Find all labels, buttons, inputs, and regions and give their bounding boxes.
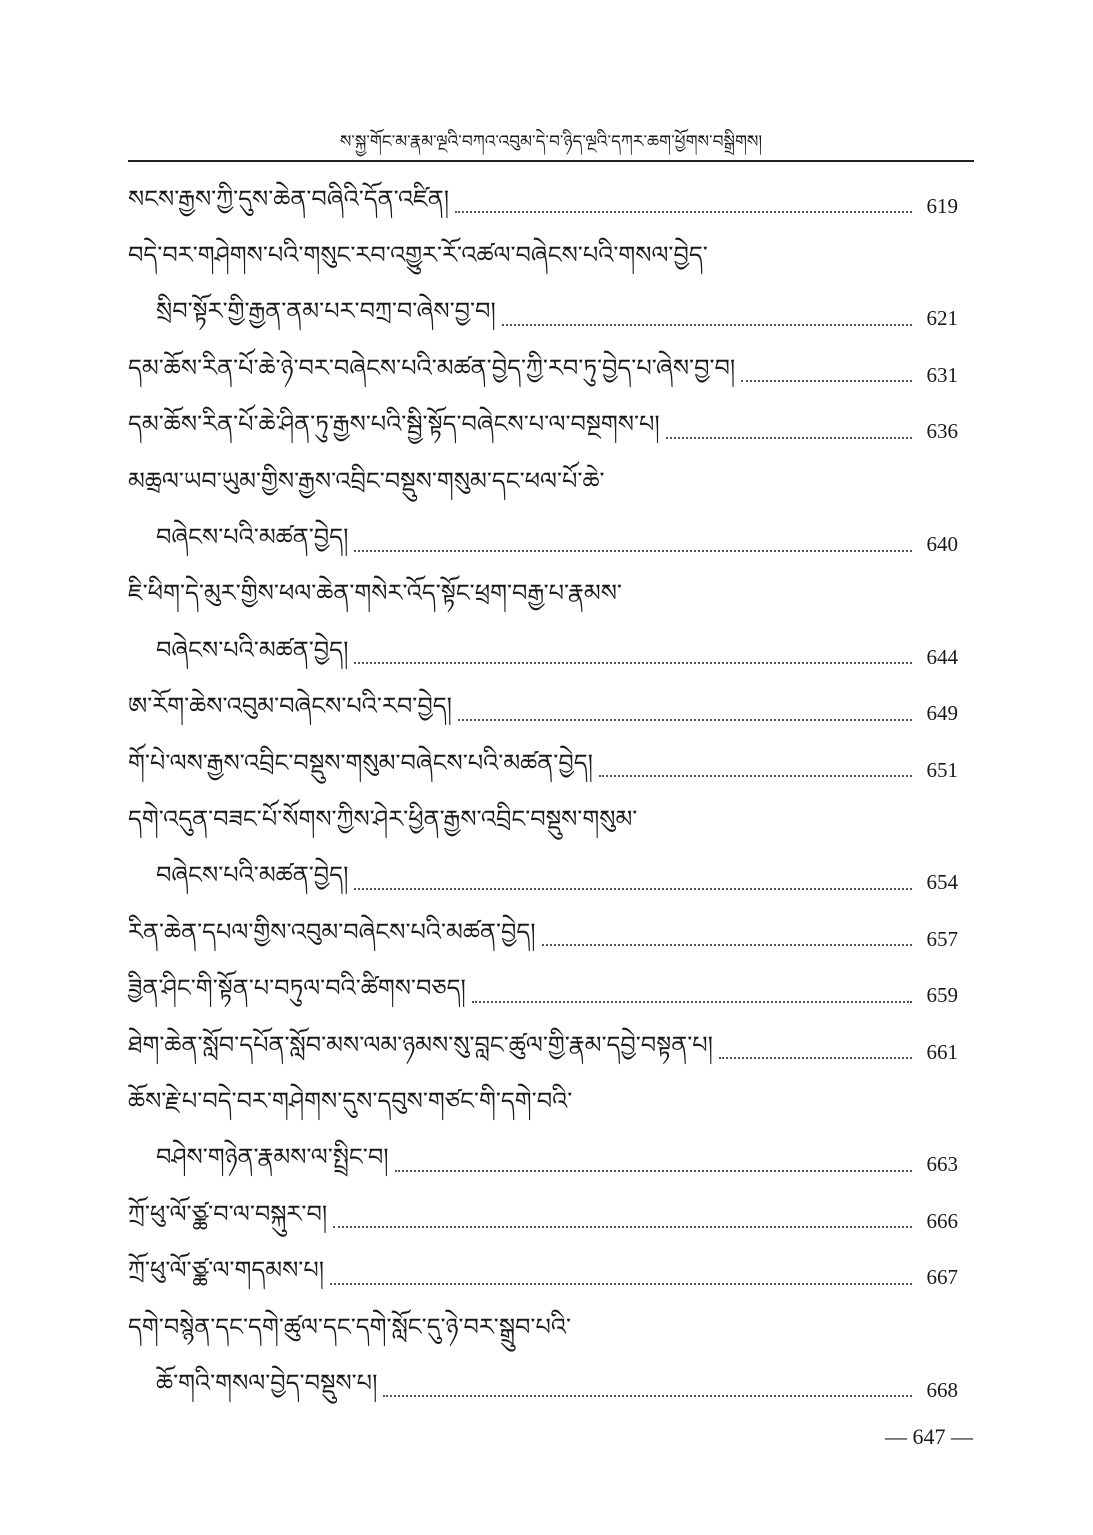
toc-entry-line (128, 460, 958, 516)
toc-entry-line (128, 1193, 958, 1249)
toc-page-number: 640 (926, 532, 958, 557)
toc-entry-line (128, 967, 958, 1023)
toc-entry-title: ཇི་ཕིག་དེ་མུར་གྱིས་ཕལ་ཆེན་གསེར་འོད་སྟོང་ཕྲག་བརྒྱ་པ་རྣམས་ (128, 579, 622, 608)
toc-entry-line (128, 1080, 958, 1136)
page-number: — 647 — (885, 1424, 973, 1449)
toc-entry-title: གོ་པེ་ལས་རྒྱས་འབྲིང་བསྡུས་གསུམ་བཞེངས་པའི་མཚན་བྱེད། (128, 748, 593, 777)
toc-entry-line (128, 234, 958, 290)
toc-entry-title: བཤེས་གཉེན་རྣམས་ལ་སྤྲིང་བ། (156, 1143, 389, 1172)
toc-page-number: 654 (926, 870, 958, 895)
toc-entry-line (128, 516, 958, 572)
toc-page-number: 619 (926, 193, 958, 218)
toc-entry-line (128, 1137, 958, 1193)
dot-leader (666, 437, 912, 439)
dot-leader (395, 1170, 912, 1172)
dot-leader (741, 380, 912, 382)
toc-page-number: 651 (926, 757, 958, 782)
toc-page-number: 644 (926, 644, 958, 669)
toc-entry-title: ཆོ་གའི་གསལ་བྱེད་བསྡུས་པ། (156, 1368, 378, 1397)
dot-leader (330, 1283, 912, 1285)
toc-entry-line (128, 404, 958, 460)
toc-page-number: 661 (926, 1039, 958, 1064)
toc-entry-line (128, 178, 958, 234)
dot-leader (599, 775, 912, 777)
toc-page-number: 621 (926, 306, 958, 331)
toc-entry-line (128, 573, 958, 629)
dot-leader (502, 324, 912, 326)
dot-leader (383, 1395, 912, 1397)
dot-leader (333, 1226, 912, 1228)
toc-entry-title: བཞེངས་པའི་མཚན་བྱེད། (156, 635, 349, 664)
running-head: ས་སྐྱ་གོང་མ་རྣམ་ལྔའི་བཀའ་འབུམ་དེ་བ་ཉིད་ལྔའི་དཀར་ཆག་ཕྱོགས་བསྒྲིགས། (339, 132, 763, 152)
dot-leader (455, 211, 912, 213)
toc-entry-title: དམ་ཆོས་རིན་པོ་ཆེ་ཤིན་ཏུ་རྒྱས་པའི་སྦྱི་སྟོད་བཞེངས་པ་ལ་བསྔགས་པ། (128, 410, 660, 439)
toc-entry-line (128, 855, 958, 911)
toc-entry-line (128, 911, 958, 967)
dot-leader (472, 1001, 912, 1003)
toc-entry-title: བཞེངས་པའི་མཚན་བྱེད། (156, 523, 349, 552)
toc-page-number: 649 (926, 701, 958, 726)
toc-entry-line (128, 1362, 958, 1418)
toc-entry-line (128, 347, 958, 403)
toc-entry-title: ཀྲོ་ཕུ་ལོ་ཙྪ་བ་ལ་བསྐུར་བ། (128, 1199, 328, 1228)
toc-entry-line (128, 742, 958, 798)
toc-entry-title: མཆྲལ་ཡབ་ཡུམ་གྱིས་རྒྱས་འབྲིང་བསྡུས་གསུམ་དང་ཕལ་པོ་ཆེ་ (128, 466, 605, 495)
toc-entry-title: བདེ་བར་གཤེགས་པའི་གསུང་རབ་འགྱུར་རོ་འཚལ་བཞེངས་པའི་གསལ་བྱེད་ (128, 241, 708, 270)
toc-entry-line (128, 1024, 958, 1080)
toc-entry-title: ཀྲོ་ཕུ་ལོ་ཙྪ་ལ་གདམས་པ། (128, 1256, 325, 1285)
toc-entry-title: དགེ་འདུན་བཟང་པོ་སོགས་ཀྱིས་ཤེར་ཕྱིན་རྒྱས་འབྲིང་བསྡུས་གསུམ་ (128, 805, 638, 833)
toc-entry-title: རིན་ཆེན་དཔལ་གྱིས་འབུམ་བཞེངས་པའི་མཚན་བྱེད། (128, 917, 536, 946)
toc-entry-title: ཨ་རོག་ཆེས་འབུམ་བཞེངས་པའི་རབ་བྱེད། (128, 692, 452, 721)
dot-leader (542, 944, 912, 946)
dot-leader (354, 550, 912, 552)
toc-page-number: 663 (926, 1152, 958, 1177)
toc-page-number: 659 (926, 983, 958, 1008)
dot-leader (354, 888, 912, 890)
dot-leader (354, 662, 912, 664)
toc-entry-title: ཐེག་ཆེན་སློབ་དཔོན་སློབ་མས་ལམ་ཉམས་སུ་བླང་ཚུལ་གྱི་རྣམ་དབྱེ་བསྟན་པ། (128, 1030, 713, 1059)
toc-entry-line (128, 1306, 958, 1362)
toc-entry-title: སངས་རྒྱས་ཀྱི་དུས་ཆེན་བཞིའི་དོན་འཛིན། (128, 184, 450, 213)
toc-entry-line (128, 1249, 958, 1305)
toc-entry-title: དགེ་བསྙེན་དང་དགེ་ཚུལ་དང་དགེ་སློང་དུ་ཉེ་བར་སྒྲུབ་པའི་ (128, 1312, 572, 1341)
toc-page-number: 657 (926, 926, 958, 951)
header-rule (128, 160, 974, 162)
toc-page-number: 636 (926, 419, 958, 444)
toc-entry-line (128, 629, 958, 685)
toc-entry-line (128, 798, 958, 854)
dot-leader (719, 1057, 912, 1059)
toc-entry-line (128, 291, 958, 347)
toc-page-number: 667 (926, 1265, 958, 1290)
toc-entry-line (128, 686, 958, 742)
toc-entry-title: ཆོས་རྗེ་པ་བདེ་བར་གཤེགས་དུས་དབུས་གཙང་གི་དགེ་བའི་ (128, 1086, 573, 1115)
table-of-contents (128, 178, 958, 1419)
toc-entry-title: བཞེངས་པའི་མཚན་བྱེད། (156, 861, 349, 890)
toc-page-number: 631 (926, 362, 958, 387)
toc-entry-title: དམ་ཆོས་རིན་པོ་ཆེ་ཉེ་བར་བཞེངས་པའི་མཚན་བྱེད་ཀྱི་རབ་ཏུ་བྱེད་པ་ཞེས་བྱ་བ། (128, 353, 736, 382)
toc-entry-title: སྲིབ་སྟོར་གྱི་རྒྱན་ནམ་པར་བཀྲ་བ་ཞེས་བྱ་བ། (156, 297, 496, 326)
dot-leader (458, 719, 912, 721)
toc-page-number: 666 (926, 1208, 958, 1233)
toc-entry-title: ཟྱིན་ཤིང་གི་སྟོན་པ་བཏུལ་བའི་ཚིགས་བཅད། (128, 974, 466, 1003)
toc-page-number: 668 (926, 1377, 958, 1402)
